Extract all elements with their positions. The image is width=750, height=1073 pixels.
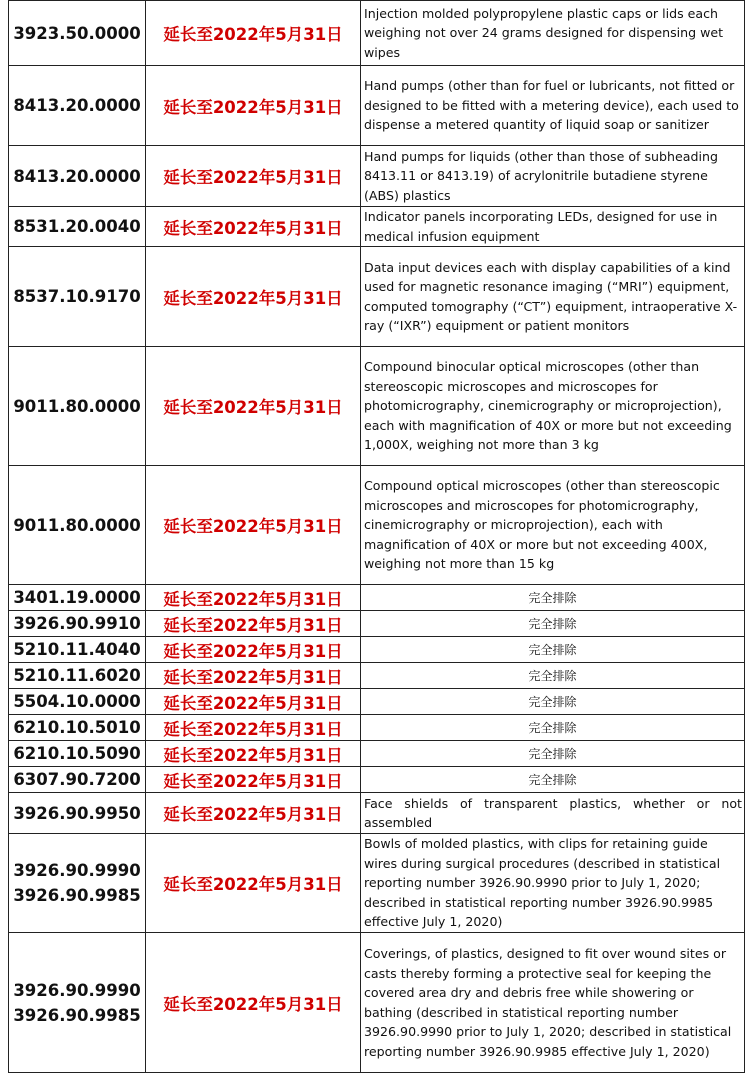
- full-exclusion-note: 完全排除: [361, 767, 745, 793]
- table-row: [9, 1, 745, 66]
- hts-code-cell: [9, 347, 146, 466]
- table-row: [9, 741, 745, 767]
- hts-code-cell: [9, 247, 146, 347]
- full-exclusion-note: 完全排除: [361, 741, 745, 767]
- extension-date: 延长至2022年5月31日: [146, 933, 361, 1073]
- table-row: [9, 347, 745, 466]
- hts-code: 8413.20.0000: [13, 96, 141, 115]
- hts-code-cell: [9, 637, 146, 663]
- full-exclusion-note: 完全排除: [361, 585, 745, 611]
- hts-code: 3926.90.9950: [13, 803, 141, 823]
- full-exclusion-note: 完全排除: [361, 637, 745, 663]
- hts-code: 3923.50.0000: [13, 23, 141, 43]
- extension-date: 延长至2022年5月31日: [146, 585, 361, 611]
- hts-code: 3926.90.9990: [13, 980, 141, 1000]
- hts-code-cell: [9, 207, 146, 247]
- extension-date: 延长至2022年5月31日: [146, 207, 361, 247]
- product-description: Hand pumps for liquids (other than those of subheading 8413.11 or 8413.19) of acrylonitrile butadiene styrene (ABS) plastics: [361, 146, 745, 207]
- product-description: Bowls of molded plastics, with clips for retaining guide wires during surgical procedures (described in statistical reporting number 3926.90.9990 prior to July 1, 2020; described in statistical reporting number 3926.90.9985 effective July 1, 2020): [361, 834, 745, 933]
- hts-code: 5210.11.6020: [13, 666, 141, 685]
- hts-code-cell: [9, 146, 146, 207]
- product-description: Injection molded polypropylene plastic caps or lids each weighing not over 24 grams designed for dispensing wet wipes: [361, 1, 745, 66]
- extension-date: 延长至2022年5月31日: [146, 146, 361, 207]
- product-description: Indicator panels incorporating LEDs, designed for use in medical infusion equipment: [361, 207, 745, 247]
- full-exclusion-note: 完全排除: [361, 611, 745, 637]
- hts-code: 3926.90.9985: [13, 886, 141, 905]
- table-row: [9, 767, 745, 793]
- table-row: [9, 715, 745, 741]
- hts-code-cell: [9, 1, 146, 66]
- table-row: [9, 247, 745, 347]
- extension-date: 延长至2022年5月31日: [146, 347, 361, 466]
- extension-date: 延长至2022年5月31日: [146, 741, 361, 767]
- table-row: [9, 637, 745, 663]
- hts-code-cell: [9, 689, 146, 715]
- extension-date: 延长至2022年5月31日: [146, 66, 361, 146]
- full-exclusion-note: 完全排除: [361, 715, 745, 741]
- extension-date: 延长至2022年5月31日: [146, 466, 361, 585]
- table-row: [9, 689, 745, 715]
- table-row: [9, 663, 745, 689]
- product-description: Coverings, of plastics, designed to fit over wound sites or casts thereby forming a protective seal for keeping the covered area dry and debris free while showering or bathing (described in statistical reporting number 3926.90.9990 prior to July 1, 2020; described in statistical reporting number 3926.90.9985 effective July 1, 2020): [361, 933, 745, 1073]
- product-description: Face shields of transparent plastics, whether or not assembled: [361, 793, 745, 834]
- hts-code: 3926.90.9990: [13, 861, 141, 880]
- table-row: [9, 466, 745, 585]
- hts-code-cell: [9, 66, 146, 146]
- hts-code: 8413.20.0000: [13, 166, 141, 186]
- table-row: [9, 66, 745, 146]
- hts-code-cell: [9, 663, 146, 689]
- full-exclusion-note: 完全排除: [361, 663, 745, 689]
- hts-code: 6307.90.7200: [13, 770, 141, 789]
- product-description: Compound optical microscopes (other than stereoscopic microscopes and microscopes for photomicrography, cinemicrography or microprojection), each with magnification of 40X or more but not exceeding 400X, weighing not more than 15 kg: [361, 466, 745, 585]
- table-row: [9, 207, 745, 247]
- exclusion-extension-table: [8, 0, 745, 1073]
- hts-code: 3401.19.0000: [13, 588, 141, 607]
- extension-date: 延长至2022年5月31日: [146, 1, 361, 66]
- extension-date: 延长至2022年5月31日: [146, 715, 361, 741]
- extension-date: 延长至2022年5月31日: [146, 793, 361, 834]
- extension-date: 延长至2022年5月31日: [146, 247, 361, 347]
- hts-code-cell: [9, 611, 146, 637]
- hts-code: 6210.10.5090: [13, 744, 141, 763]
- hts-code-cell: [9, 933, 146, 1073]
- hts-code: 5504.10.0000: [13, 692, 141, 711]
- hts-code-cell: [9, 834, 146, 933]
- hts-code: 3926.90.9985: [13, 1005, 141, 1025]
- table-row: [9, 933, 745, 1073]
- hts-code: 3926.90.9910: [13, 614, 141, 633]
- table-row: [9, 611, 745, 637]
- extension-date: 延长至2022年5月31日: [146, 611, 361, 637]
- hts-code: 8537.10.9170: [13, 287, 141, 306]
- table-row: [9, 585, 745, 611]
- table-row: [9, 146, 745, 207]
- hts-code: 9011.80.0000: [13, 396, 141, 416]
- hts-code-cell: [9, 741, 146, 767]
- hts-code: 6210.10.5010: [13, 718, 141, 737]
- extension-date: 延长至2022年5月31日: [146, 689, 361, 715]
- extension-date: 延长至2022年5月31日: [146, 767, 361, 793]
- product-description: Data input devices each with display capabilities of a kind used for magnetic resonance imaging (“MRI”) equipment, computed tomography (“CT”) equipment, intraoperative X-ray (“IXR”) equipment or patient monitors: [361, 247, 745, 347]
- hts-code-cell: [9, 767, 146, 793]
- hts-code-cell: [9, 585, 146, 611]
- hts-code: 5210.11.4040: [13, 640, 141, 659]
- hts-code-cell: [9, 466, 146, 585]
- extension-date: 延长至2022年5月31日: [146, 834, 361, 933]
- full-exclusion-note: 完全排除: [361, 689, 745, 715]
- extension-date: 延长至2022年5月31日: [146, 663, 361, 689]
- extension-date: 延长至2022年5月31日: [146, 637, 361, 663]
- hts-code: 9011.80.0000: [13, 515, 141, 535]
- hts-code: 8531.20.0040: [13, 217, 141, 236]
- hts-code-cell: [9, 715, 146, 741]
- table-row: [9, 793, 745, 834]
- product-description: Hand pumps (other than for fuel or lubricants, not fitted or designed to be fitted with a metering device), each used to dispense a metered quantity of liquid soap or sanitizer: [361, 66, 745, 146]
- product-description: Compound binocular optical microscopes (other than stereoscopic microscopes and microscopes for photomicrography, cinemicrography or microprojection), each with magnification of 40X or more but not exceeding 1,000X, weighing not more than 3 kg: [361, 347, 745, 466]
- hts-code-cell: [9, 793, 146, 834]
- table-row: [9, 834, 745, 933]
